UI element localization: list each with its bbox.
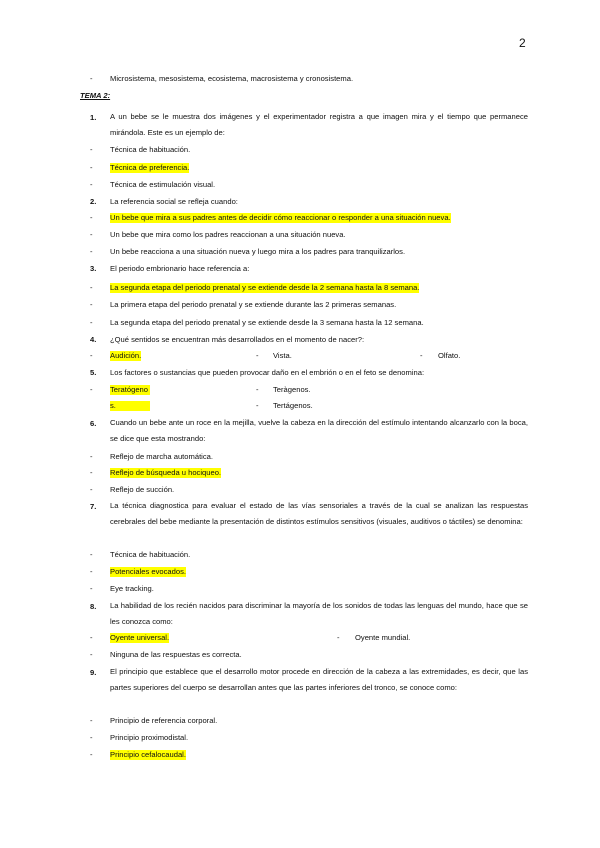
question-number: 4. — [90, 335, 97, 344]
option-text: La segunda etapa del periodo prenatal y se extiende desde la 3 semana hasta la 12 semana. — [110, 318, 424, 327]
question-text: La técnica diagnostica para evaluar el estado de las vías sensoriales a través de la cual se analizan las respuestas cerebrales del bebe mediante la presentación de distintos estímulos sensitivos (visuales, auditivos o táctiles) se denomina: — [110, 501, 528, 526]
page-number: 2 — [519, 36, 526, 50]
question-text: El periodo embrionario hace referencia a: — [110, 264, 250, 273]
bullet-dash: - — [90, 567, 93, 576]
bullet-dash: - — [90, 300, 93, 309]
option-text: Reflejo de marcha automática. — [110, 452, 213, 461]
intro-bullet-text: Microsistema, mesosistema, ecosistema, macrosistema y cronosistema. — [110, 74, 354, 83]
option-text-highlighted: Audición. — [110, 351, 142, 360]
bullet-dash: - — [256, 401, 259, 410]
question-number: 9. — [90, 668, 97, 677]
bullet-dash: - — [90, 74, 93, 83]
option-text-highlighted: La segunda etapa del periodo prenatal y se extiende desde la 2 semana hasta la 8 semana. — [110, 283, 420, 292]
question-number: 5. — [90, 368, 97, 377]
bullet-dash: - — [90, 584, 93, 593]
option-text-highlighted: s. — [110, 401, 150, 411]
question-text: Cuando un bebe ante un roce en la mejilla, vuelve la cabeza en la dirección del estímulo intentando alcanzarlo con la boca, se dice que esta mostrando: — [110, 418, 528, 443]
bullet-dash: - — [90, 650, 93, 659]
bullet-dash: - — [90, 750, 93, 759]
bullet-dash: - — [90, 468, 93, 477]
bullet-dash: - — [90, 733, 93, 742]
option-text: Un bebe que mira como los padres reaccionan a una situación nueva. — [110, 230, 346, 239]
question-text: A un bebe se le muestra dos imágenes y el experimentador registra a que imagen mira y el tiempo que permanece mirándola. Este es un ejemplo de: — [110, 112, 528, 137]
question-number: 1. — [90, 113, 97, 122]
question-number: 6. — [90, 419, 97, 428]
bullet-dash: - — [90, 230, 93, 239]
bullet-dash: - — [90, 318, 93, 327]
question-text: La referencia social se refleja cuando: — [110, 197, 238, 206]
bullet-dash: - — [90, 351, 93, 360]
question-text: Los factores o sustancias que pueden provocar daño en el embrión o en el feto se denomina: — [110, 368, 425, 377]
option-text: Eye tracking. — [110, 584, 154, 593]
option-text: Un bebe reacciona a una situación nueva y luego mira a los padres para tranquilizarlos. — [110, 247, 406, 256]
bullet-dash: - — [420, 351, 423, 360]
option-text-highlighted: Un bebe que mira a sus padres antes de decidir cómo reaccionar o responder a una situación nueva. — [110, 213, 451, 222]
option-text: Técnica de estimulación visual. — [110, 180, 216, 189]
option-text: Técnica de habituación. — [110, 145, 191, 154]
option-text-highlighted: Principio cefalocaudal. — [110, 750, 186, 759]
question-number: 2. — [90, 197, 97, 206]
bullet-dash: - — [90, 716, 93, 725]
bullet-dash: - — [90, 283, 93, 292]
option-text: Reflejo de succión. — [110, 485, 175, 494]
option-text: Vista. — [273, 351, 292, 360]
bullet-dash: - — [90, 550, 93, 559]
bullet-dash: - — [90, 180, 93, 189]
option-text: Técnica de habituación. — [110, 550, 191, 559]
question-number: 3. — [90, 264, 97, 273]
option-text: Principio de referencia corporal. — [110, 716, 218, 725]
bullet-dash: - — [256, 385, 259, 394]
option-text: Oyente mundial. — [355, 633, 411, 642]
option-text-highlighted: Potenciales evocados. — [110, 567, 186, 576]
option-text: Teràgenos. — [273, 385, 311, 394]
option-text: Olfato. — [438, 351, 461, 360]
option-text: La primera etapa del periodo prenatal y se extiende durante las 2 primeras semanas. — [110, 300, 397, 309]
option-text-highlighted: Reflejo de búsqueda u hociqueo. — [110, 468, 222, 477]
bullet-dash: - — [256, 351, 259, 360]
bullet-dash: - — [90, 385, 93, 394]
question-text: ¿Qué sentidos se encuentran más desarrollados en el momento de nacer?: — [110, 335, 365, 344]
question-number: 7. — [90, 502, 97, 511]
bullet-dash: - — [337, 633, 340, 642]
bullet-dash: - — [90, 213, 93, 222]
option-text-highlighted: Oyente universal. — [110, 633, 170, 642]
option-text: Tertágenos. — [273, 401, 313, 410]
question-text: El principio que establece que el desarrollo motor procede en dirección de la cabeza a las extremidades, es decir, que las partes superiores del cuerpo se desarrollan antes que las partes inferiores del tronco, se conoce como: — [110, 667, 528, 692]
bullet-dash: - — [90, 633, 93, 642]
bullet-dash: - — [90, 247, 93, 256]
question-text: La habilidad de los recién nacidos para discriminar la mayoría de los sonidos de todas las lenguas del mundo, hace que se les conozca como: — [110, 601, 528, 626]
option-text: Principio proximodistal. — [110, 733, 189, 742]
bullet-dash: - — [90, 145, 93, 154]
bullet-dash: - — [90, 485, 93, 494]
section-title: TEMA 2: — [80, 91, 111, 100]
option-text-highlighted: Técnica de preferencia. — [110, 163, 190, 172]
option-text-highlighted: Teratógeno — [110, 385, 148, 394]
bullet-dash: - — [90, 452, 93, 461]
bullet-dash: - — [90, 163, 93, 172]
question-number: 8. — [90, 602, 97, 611]
option-text: Ninguna de las respuestas es correcta. — [110, 650, 242, 659]
